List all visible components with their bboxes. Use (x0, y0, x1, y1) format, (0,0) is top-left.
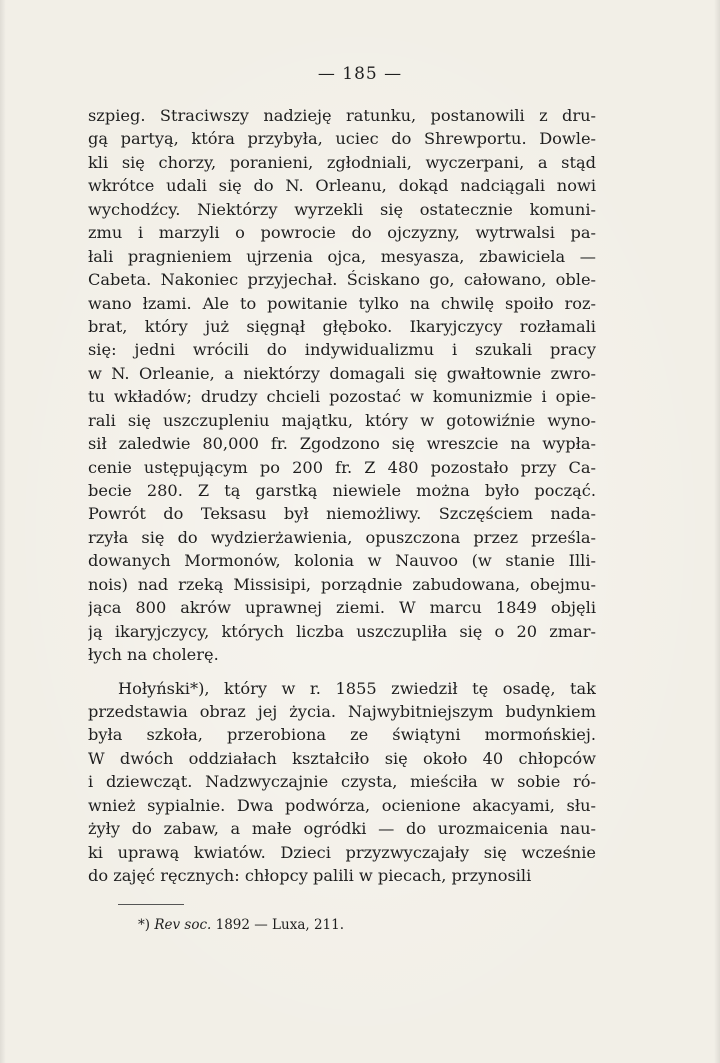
text-line: była szkoła, przerobiona ze świątyni mormońskiej. (88, 725, 596, 745)
text-line: łali pragnieniem ujrzenia ojca, mesyasza, zbawiciela — (88, 246, 596, 266)
text-line: wychodźcy. Niektórzy wyrzekli się ostatecznie komuni- (88, 199, 596, 219)
text-line: brat, który już sięgnął głęboko. Ikaryjczycy rozłamali (88, 316, 596, 336)
paragraph-gap (88, 667, 596, 677)
text-line: rzyła się do wydzierżawienia, opuszczona przez prześla- (88, 527, 596, 547)
text-line: kli się chorzy, poranieni, zgłodniali, wyczerpani, a stąd (88, 152, 596, 172)
text-line: do zajęć ręcznych: chłopcy palili w piecach, przynosili (88, 866, 532, 885)
text-line: rali się uszczupleniu majątku, który w gotowiźnie wyno- (88, 410, 596, 430)
text-line: becie 280. Z tą garstką niewiele można było począć. (88, 481, 596, 500)
paragraph (88, 104, 596, 667)
text-line: ki uprawą kwiatów. Dzieci przyzwyczajały się wcześnie (88, 842, 596, 862)
text-line: sił zaledwie 80,000 fr. Zgodzono się wreszcie na wypła- (88, 434, 596, 454)
text-line: Cabeta. Nakoniec przyjechał. Ściskano go, całowano, oble- (88, 270, 596, 290)
text-line: wano łzami. Ale to powitanie tylko na chwilę spoiło roz- (88, 293, 596, 313)
body-text (88, 104, 596, 887)
text-line: i dziewcząt. Nadzwyczajnie czysta, mieściła w sobie ró- (88, 772, 596, 792)
text-line: się: jedni wrócili do indywidualizmu i szukali pracy (88, 340, 596, 360)
scan-edge-left (0, 0, 6, 1063)
text-line: wnież sypialnie. Dwa podwórza, ocienione akacyami, słu- (88, 795, 596, 815)
footnote-rule (118, 904, 184, 905)
text-line: łych na cholerę. (88, 645, 219, 665)
text-line: wkrótce udali się do N. Orleanu, dokąd nadciągali nowi (88, 176, 596, 196)
page-number: — 185 — (317, 64, 403, 84)
text-line: jąca 800 akrów uprawnej ziemi. W marcu 1849 objęli (88, 598, 596, 618)
text-line: W dwóch oddziałach kształciło się około 40 chłopców (88, 748, 596, 768)
text-line: w N. Orleanie, a niektórzy domagali się gwałtownie zwro- (88, 363, 596, 383)
text-line: Powrót do Teksasu był niemożliwy. Szczęściem nada- (88, 504, 596, 524)
scan-edge-right (714, 0, 720, 1063)
text-line: żyły do zabaw, a małe ogródki — do urozmaicenia nau- (88, 819, 596, 839)
text-line: nois) nad rzeką Missisipi, porządnie zabudowana, obejmu- (88, 574, 596, 594)
text-line: Hołyński*), który w r. 1855 zwiedził tę osadę, tak (118, 678, 596, 698)
text-line: szpieg. Straciwszy nadzieję ratunku, postanowili z dru- (88, 106, 596, 125)
footnote-marker: *) (138, 917, 151, 933)
text-line: zmu i marzyli o powrocie do ojczyzny, wytrwalsi pa- (88, 223, 596, 243)
paragraph (88, 677, 596, 888)
text-line: przedstawia obraz jej życia. Najwybitniejszym budynkiem (88, 701, 596, 721)
footnote-source: Rev soc. (154, 917, 212, 933)
text-line: dowanych Mormonów, kolonia w Nauvoo (w stanie Illi- (88, 551, 596, 571)
text-line: tu wkładów; drudzy chcieli pozostać w komunizmie i opie- (88, 387, 596, 407)
footnote (138, 917, 344, 933)
footnote-reference: 1892 — Luxa, 211. (215, 917, 345, 933)
text-line: ją ikaryjczycy, których liczba uszczupliła się o 20 zmar- (88, 621, 596, 641)
text-line: cenie ustępującym po 200 fr. Z 480 pozostało przy Ca- (88, 457, 596, 477)
text-line: gą partyą, która przybyła, uciec do Shrewportu. Dowle- (88, 129, 596, 149)
